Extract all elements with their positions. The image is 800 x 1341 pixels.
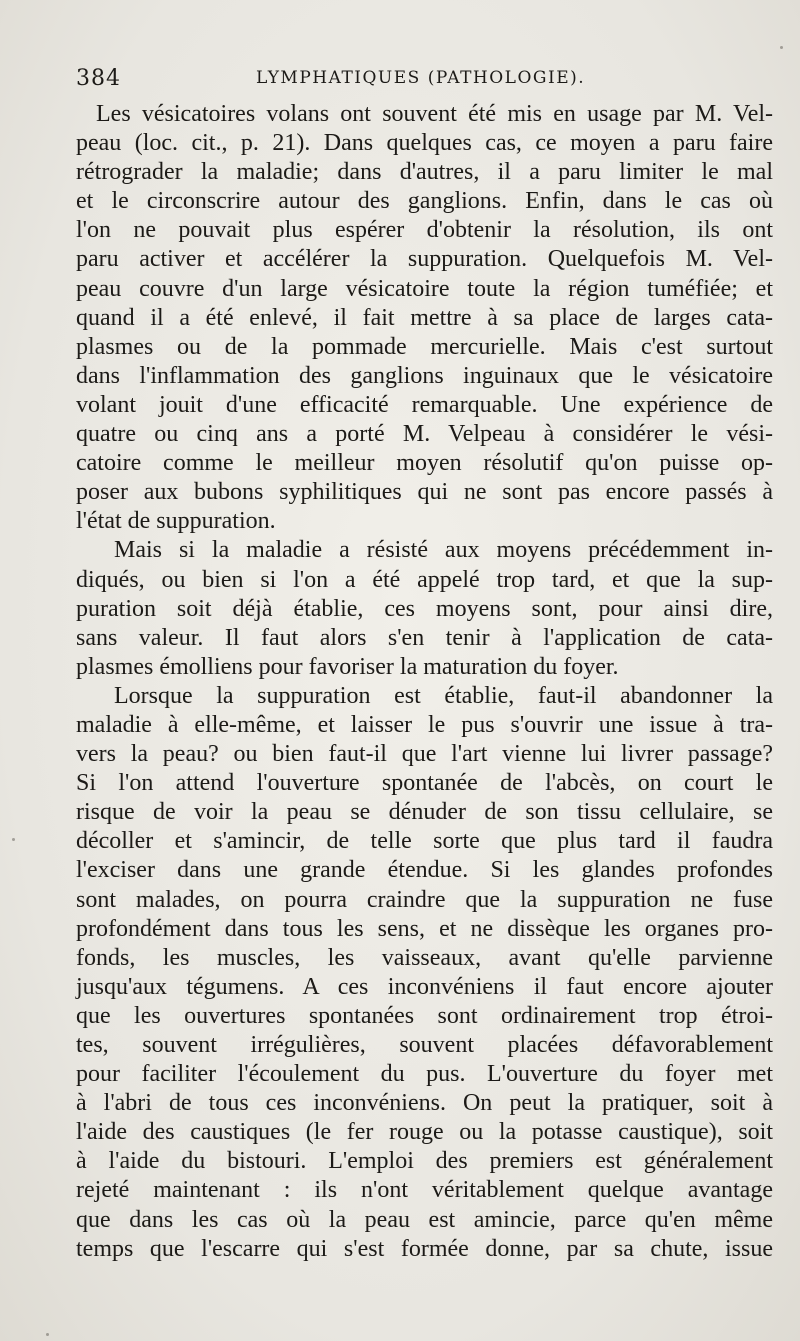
text-line: volant jouit d'une efficacité remarquable. Une expérience de <box>76 391 773 418</box>
text-line: peau (loc. cit., p. 21). Dans quelques cas, ce moyen a paru faire <box>76 130 773 157</box>
text-line: vers la peau? ou bien faut-il que l'art vienne lui livrer passage? <box>76 741 773 768</box>
body-text <box>76 100 773 1264</box>
text-line: à l'aide du bistouri. L'emploi des premiers est généralement <box>76 1148 773 1175</box>
text-line: peau couvre d'un large vésicatoire toute la région tuméfiée; et <box>76 275 773 302</box>
text-line: Mais si la maladie a résisté aux moyens précédemment in- <box>114 537 773 564</box>
text-line: fonds, les muscles, les vaisseaux, avant qu'elle parvienne <box>76 944 773 971</box>
text-line: sont malades, on pourra craindre que la suppuration ne fuse <box>76 886 773 913</box>
text-line: catoire comme le meilleur moyen résolutif qu'on puisse op- <box>76 450 773 477</box>
text-line: que les ouvertures spontanées sont ordinairement trop étroi- <box>76 1002 773 1029</box>
paragraph-vesicatoires <box>76 100 773 536</box>
text-line: sans valeur. Il faut alors s'en tenir à l'application de cata- <box>76 624 773 651</box>
paper-speck <box>46 1333 49 1336</box>
text-line: quand il a été enlevé, il fait mettre à sa place de larges cata- <box>76 304 773 331</box>
paragraph-suppuration-resistee <box>76 536 773 681</box>
text-line: l'état de suppuration. <box>76 508 276 535</box>
text-line: puration soit déjà établie, ces moyens sont, pour ainsi dire, <box>76 595 773 622</box>
page-number: 384 <box>76 66 121 91</box>
text-line: risque de voir la peau se dénuder de son tissu cellulaire, se <box>76 799 773 826</box>
text-line: Les vésicatoires volans ont souvent été mis en usage par M. Vel- <box>96 101 773 127</box>
text-line: profondément dans tous les sens, et ne dissèque les organes pro- <box>76 915 773 942</box>
text-line: temps que l'escarre qui s'est formée donne, par sa chute, issue <box>76 1235 773 1262</box>
paper-speck <box>780 46 783 49</box>
paragraph-ouverture <box>76 682 773 1264</box>
text-line: l'aide des caustiques (le fer rouge ou la potasse caustique), soit <box>76 1119 773 1146</box>
paper-speck <box>12 838 15 841</box>
text-line: l'on ne pouvait plus espérer d'obtenir la résolution, ils ont <box>76 217 773 244</box>
text-line: à l'abri de tous ces inconvéniens. On peut la pratiquer, soit à <box>76 1090 773 1117</box>
text-line: Si l'on attend l'ouverture spontanée de l'abcès, on court le <box>76 770 773 797</box>
text-line: rejeté maintenant : ils n'ont véritablement quelque avantage <box>76 1177 773 1204</box>
text-line: quatre ou cinq ans a porté M. Velpeau à considérer le vési- <box>76 421 773 448</box>
text-line: tes, souvent irrégulières, souvent placées défavorablement <box>76 1032 773 1058</box>
text-line: paru activer et accélérer la suppuration. Quelquefois M. Vel- <box>76 246 773 273</box>
text-line: l'exciser dans une grande étendue. Si les glandes profondes <box>76 857 773 884</box>
text-line: plasmes ou de la pommade mercurielle. Mais c'est surtout <box>76 333 773 360</box>
text-line: rétrograder la maladie; dans d'autres, il a paru limiter le mal <box>76 159 773 186</box>
text-line: Lorsque la suppuration est établie, faut-il abandonner la <box>114 682 773 709</box>
text-line: maladie à elle-même, et laisser le pus s'ouvrir une issue à tra- <box>76 711 773 738</box>
text-line: et le circonscrire autour des ganglions. Enfin, dans le cas où <box>76 188 773 215</box>
text-line: poser aux bubons syphilitiques qui ne sont pas encore passés à <box>76 479 773 506</box>
page-header <box>76 66 764 100</box>
text-line: pour faciliter l'écoulement du pus. L'ouverture du foyer met <box>76 1061 773 1088</box>
text-line: plasmes émolliens pour favoriser la maturation du foyer. <box>76 653 619 680</box>
text-line: jusqu'aux tégumens. A ces inconvéniens il faut encore ajouter <box>76 973 773 1000</box>
running-title: LYMPHATIQUES (PATHOLOGIE). <box>256 68 586 88</box>
text-line: que dans les cas où la peau est amincie, parce qu'en même <box>76 1206 773 1233</box>
text-line: dans l'inflammation des ganglions inguinaux que le vésicatoire <box>76 362 773 389</box>
text-line: décoller et s'amincir, de telle sorte que plus tard il faudra <box>76 828 773 855</box>
text-line: diqués, ou bien si l'on a été appelé trop tard, et que la sup- <box>76 566 773 593</box>
